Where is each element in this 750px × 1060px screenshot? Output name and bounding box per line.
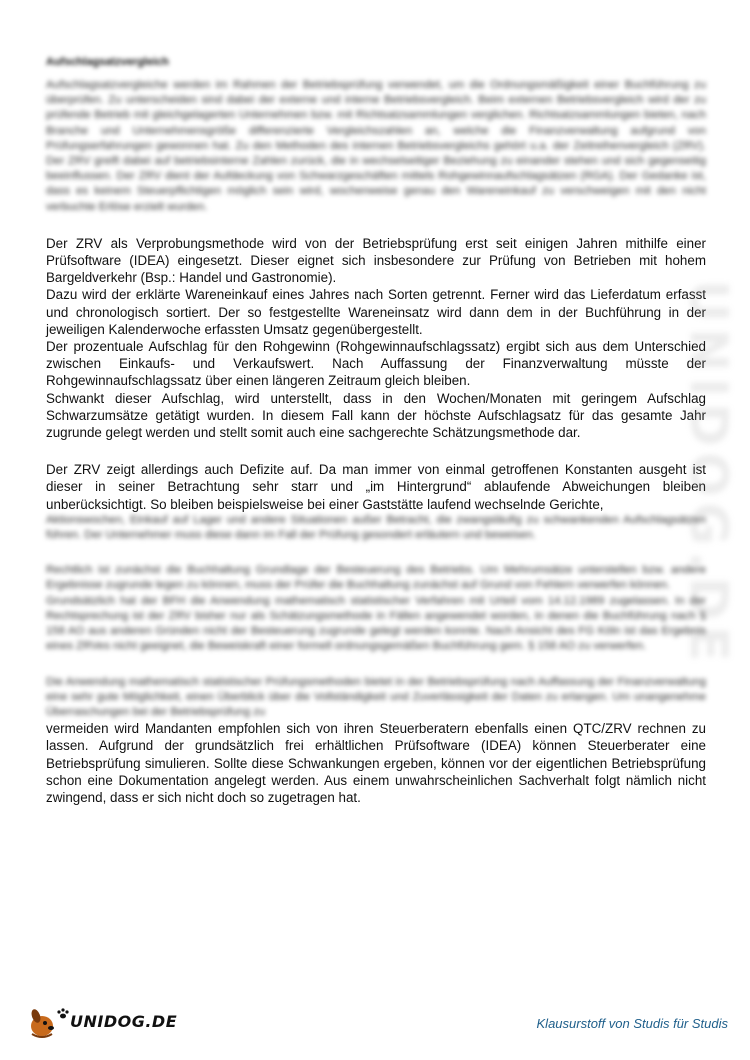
paragraph-conclusion: vermeiden wird Mandanten empfohlen sich von ihren Steuerberatern ebenfalls einen QTC/ZRV rechnen zu lassen. Aufgrund der grundsätzlich frei erhältlichen Prüfsoftware (IDEA) können Steuerberater eine Betriebsprüfung simulieren. Sollte diese Schwankungen ergeben, können vor der eigentlichen Betriebsprüfung schon eine Dokumentation angelegt werden. Aus einem unwahrscheinlichen Sachverhalt folgt nämlich nicht zwingend, dass er sich nicht doch so zugetragen hat. xyxy=(46,721,706,805)
paragraph-zrv-deficits: Der ZRV zeigt allerdings auch Defizite auf. Da man immer von einmal getroffenen Konstanten ausgeht ist dieser in seiner Betrachtung sehr starr und „im Hintergrund“ ablaufende Abweichungen bleiben unberücksichtigt. So bleiben beispielsweise bei einer Gaststätte laufend wechselnde Gerichte, xyxy=(46,462,706,512)
paragraph-line: Der ZRV als Verprobungsmethode wird von der Betriebsprüfung erst seit einigen Jahren mithilfe einer Prüfsoftware (IDEA) eingesetzt. Dieser eignet sich insbesondere zur Prüfung von Betrieben mit hohem Bargeldverkehr (Bsp.: Handel und Gastronomie). xyxy=(46,235,706,286)
watermark: UNIDOG.DE xyxy=(678,280,738,668)
logo-text: UNIDOG.DE xyxy=(70,1012,178,1031)
document-title: Aufschlagsatzvergleich xyxy=(46,56,169,68)
page-footer xyxy=(0,990,750,1060)
paragraph-line: Schwankt dieser Aufschlag, wird unterstellt, dass in den Wochen/Monaten mit geringem Aufschlag Schwarzumsätze getätigt wurden. In diesem Fall kann der höchste Aufschlagsatz für das gesamte Jahr zugrunde gelegt werden und stellt somit auch eine sachgerechte Schätzungsmethode dar. xyxy=(46,390,706,441)
paragraph-zrv-method xyxy=(46,235,706,441)
document-body xyxy=(46,56,706,806)
paragraph-line: Dazu wird der erklärte Wareneinkauf eines Jahres nach Sorten getrennt. Ferner wird das Lieferdatum erfasst und chronologisch sortiert. Der so festgestellte Wareneinsatz wird dann dem in der Buchführung in der jeweiligen Kalenderwoche erfassten Umsatz gegenübergestellt. xyxy=(46,287,706,337)
paragraph-legal-blurred-1: Rechtlich ist zunächst die Buchhaltung Grundlage der Besteuerung des Betriebs. Um Mehrumsätze unterstellen bzw. andere Ergebnisse zugrunde legen zu können, muss der Prüfer die Buchhaltung zunächst auf Grund von Fehlern verwerfen können. xyxy=(46,564,706,592)
footer-slogan: Klausurstoff von Studis für Studis xyxy=(536,1016,728,1031)
paragraph-line: Der prozentuale Aufschlag für den Rohgewinn (Rohgewinnaufschlagssatz) ergibt sich aus dem Unterschied zwischen Einkaufs- und Verkaufswert. Nach Auffassung der Finanzverwaltung müsste der Rohgewinnaufschlagssatz über einen längeren Zeitraum gleich bleiben. xyxy=(46,339,706,389)
intro-paragraph-blurred: Aufschlagsatzvergleiche werden im Rahmen der Betriebsprüfung verwendet, um die Ordnungsmäßigkeit einer Buchführung zu überprüfen. Zu unterscheiden sind dabei der externe und interne Betriebsvergleich. Beim externen Betriebsvergleich wird der zu prüfende Betrieb mit gleichgelagerten Unternehmen bzw. mit Richtsatzsammlungen verglichen. Richtsatzsammlungen bieten, nach Branche und Unternehmensgröße differenzierte Vergleichszahlen an, welche die Finanzverwaltung aufgrund von Prüfungserfahrungen gewonnen hat. Zu den Methoden des internen Betriebsvergleichs gehört u.a. der Zeitreihenvergleich (ZRV). Der ZRV greift dabei auf betriebsinterne Zahlen zurück, die in wechselseitiger Beziehung zu einander stehen und sich gegenseitig beeinflussen. Der ZRV dient der Aufdeckung von Schwarzgeschäften mittels Rohgewinnaufschlagsätzen (RGA). Der Gedanke ist, dass es keinem Steuerpflichtigen möglich sein wird, wochenweise genau den Wareneinkauf zu verschweigen mit den nicht verbuchte Erlöse erzielt wurden. xyxy=(46,79,706,213)
paragraph-deficits-blurred: Aktionswochen, Einkauf auf Lager und andere Situationen außer Betracht, die zwangsläufig zu schwankenden Aufschlagsätzen führen. Der Unternehmer muss diese dann im Fall der Prüfung gesondert erläutern und beweisen. xyxy=(46,513,706,542)
paragraph-conclusion-blurred: Die Anwendung mathematisch statistischer Prüfungsmethoden bietet in der Betriebsprüfung nach Auffassung der Finanzverwaltung eine sehr gute Möglichkeit, einen Überblick über die Vollständigkeit und Zuverlässigkeit der Daten zu erlangen. Um unangenehme Überraschungen bei der Betriebsprüfung zu xyxy=(46,675,706,718)
paragraph-legal-blurred-2: Grundsätzlich hat der BFH die Anwendung mathematisch statistischer Verfahren mit Urteil vom 14.12.1989 zugelassen. In der Rechtsprechung ist der ZRV bisher nur als Schätzungsmethode in Fällen angewendet worden, in denen die Buchführung nach § 158 AO aus anderen Gründen nicht der Besteuerung zugrunde gelegt werden konnte. Nach Ansicht des FG Köln ist das Ergebnis eines ZRVes nicht geeignet, die Beweiskraft einer formell ordnungsgemäßen Buchführung gem. § 158 AO zu verwerfen. xyxy=(46,594,706,653)
